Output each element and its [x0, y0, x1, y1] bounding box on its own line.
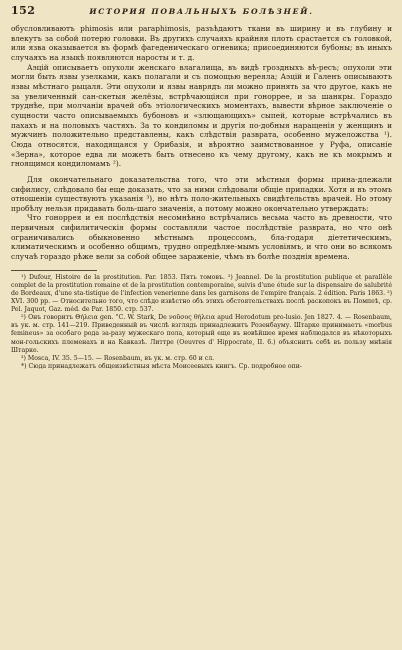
footnote: ²) Онъ говоритъ Θήλεια gen. "С. W. Stark, De νοῦσος θήλεια apud Herodotum pro-lusio. Jen 1827. 4. — Rosenbaum, въ ук. м. стр. 141—219. Приведенный въ числѣ взглядъ принадлежитъ Розенбауму. Штарке принимаетъ «morbus femineus» за особаго рода за-разу мужескаго пола, который еще въ новѣйшее время наблюдался въ нѣкоторыхъ мон-гольскихъ племенахъ и на Кавказѣ. Литтре (Oeuvres d' Hippocrate, II. 6.) объяснитъ себѣ въ пользу мнѣнія Штарке.	[11, 314, 392, 354]
paragraph: Аэцій описываетъ опухоли женскаго влагалища, въ видѣ гроздныхъ вѣ-ресъ; опухоли эти могли быть язвы узелками, какъ полагали и съ помощью вереяла; Аэцій и Галенъ описываютъ язвы мѣстнаго рыцаля. Эти опухоли и язвы наврядъ ли можно принять за что другое, какъ не за увеличенный сан-скетыя желёзы, встрѣчающіяся при гоноррее, и за шанкры. Гораздо труднѣе, при молчаніи врачей объ этіологическихъ моментахъ, вывести вѣрное заключеніе о сущности часто описываемыхъ бубоновъ и «злющающихъ» сыпей, которые встрѣчались въ пахахъ и на половыхъ частяхъ. За то кондиломы и другія по-добныя наращенія у женщинъ и мужчинъ положительно представлены, какъ слѣдствія разврата, особенно мужеложства ¹). Сюда относятся, находящаяся у Орибазія, и вѣроятно заимствованное у Руфа, описаніе «Зерна», которое едва ли можетъ быть отнесено къ чему другому, какъ не къ мокрымъ и гноящимся кондиломамъ ²).	[11, 62, 392, 169]
main-text	[11, 24, 392, 262]
footnote: ³) Mosca, IV. 35. 5—15. — Rosenbaum, въ ук. м. стр. 60 и сл.	[21, 354, 215, 362]
page-number: 152	[11, 4, 36, 17]
footnotes	[11, 274, 392, 371]
footnote: *) Сюда принадлежатъ общеизвѣстныя мѣста Моисеевыхъ книгъ. Ср. подробное опи-	[21, 362, 302, 370]
paragraph: обусловливаютъ phimosis или paraphimosis, разъѣдаютъ ткани въ ширину и въ глубину и влекутъ за собой потерю головки. Въ другихъ случаяхъ крайняя плоть срастается съ головкой, или язва оказывается въ формѣ фагеденическаго огневика; присоединяются бубоны; въ иныхъ случаяхъ на языкѣ появляются наросты и т. д.	[11, 24, 392, 62]
running-title: ИСТОРИЯ ПОВАЛЬНЫХЪ БОЛѢЗНЕЙ.	[89, 7, 314, 16]
paragraph: Что гоноррея и ея послѣдствія несомнѣнно встрѣчались весьма часто въ древности, что первичныя сифилитическія формы составляли частое послѣдствіе разврата, но что онѣ ограничивались обыкновенно мѣстнымъ процессомъ, бла-годаря діететическимъ, климатическимъ и особенно общимъ, трудно опредѣляе-мымъ условіямъ, и что они во всякомъ случаѣ гораздо рѣже вели за собой общее зараженіе, чѣмъ въ болѣе позднія времена.	[11, 213, 392, 262]
paragraph: Для окончательнаго доказательства того, что эти мѣстныя формы прина-длежали сифилису, слѣдовало бы еще доказать, что за ними слѣдовали общіе припадки. Хотя и въ этомъ отношеніи существуютъ указанія ³), но нѣтъ поло-жительныхъ свидѣтельствъ врачей. Но этому пробѣлу нельзя придавать боль-шаго значенія, а потому можно окончательно утверждать:	[11, 174, 392, 213]
footnote-divider	[11, 270, 97, 271]
footnote: ¹) Dufour, Histoire de la prostitution. Par. 1853. Пять томовъ. ²) Jeannel. De la prostitution publique et parallèle complet de la prostitution romaine et de la prostitution contemporaine, suivis d'une étude sur la dispensaire de salubrité de Bordeaux, d'une sta-tistique de l'infection venerienne dans les garnisons de l'empire français. 2 édition. Paris 1863. ²) XVI. 300 pp. — Относительно того, что слѣдо извѣстно объ этихъ обстоятельствахъ послѣ раскопокъ въ Помпеѣ, ср. Pel. Jaquot, Gaz. méd. de Par. 1850. стр. 537.	[11, 273, 392, 314]
page-header	[11, 4, 392, 21]
